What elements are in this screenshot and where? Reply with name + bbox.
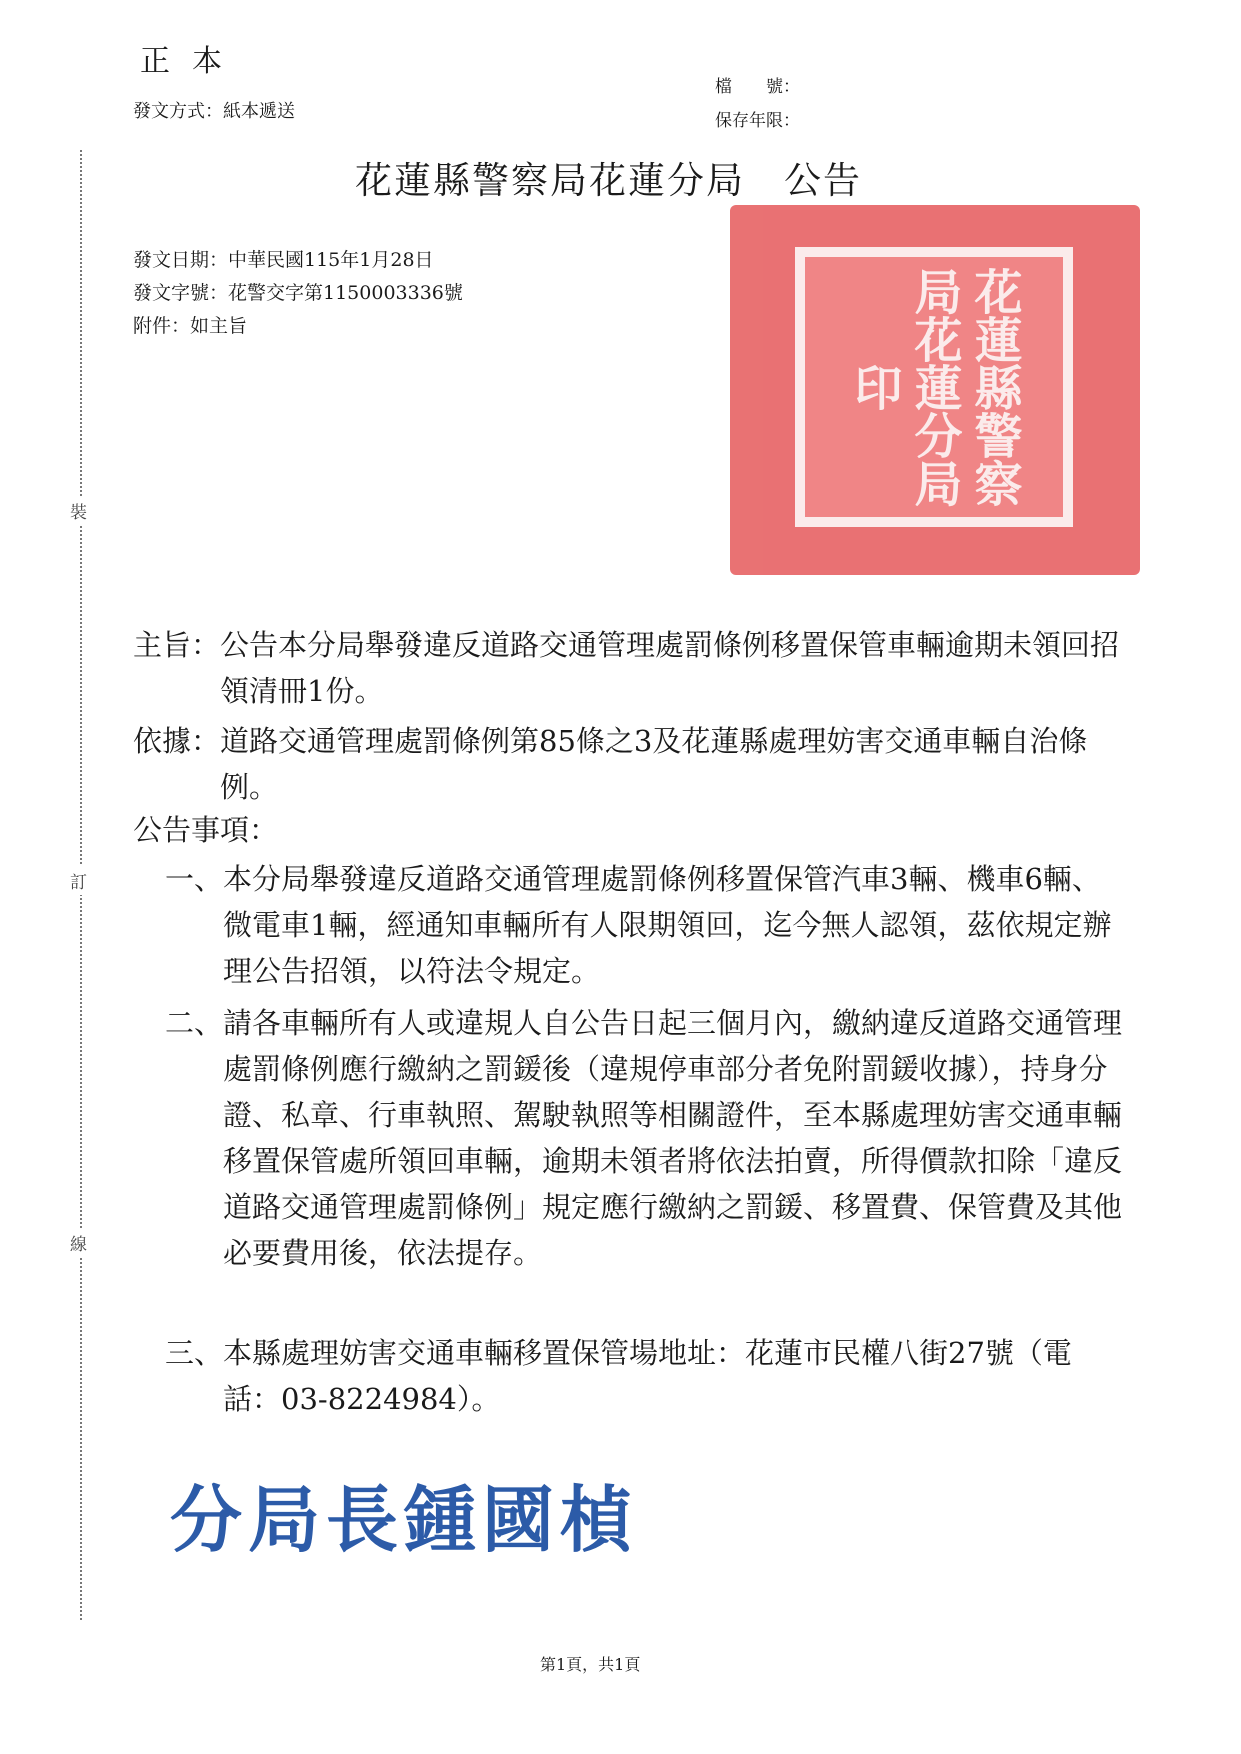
file-number-label: 檔 號： (715, 77, 800, 97)
notice-item (165, 1330, 1128, 1422)
subject-section (133, 622, 1128, 714)
notice-item (165, 856, 1128, 994)
reference-number: 發文字號：花警交字第1150003336號 (133, 282, 463, 304)
official-seal (730, 205, 1140, 575)
binding-mark-zhuang: 裝 (70, 496, 87, 525)
notice-item-text: 請各車輛所有人或違規人自公告日起三個月內，繳納違反道路交通管理處罰條例應行繳納之罰鍰後（違規停車部分者免附罰鍰收據），持身分證、私章、行車執照、駕駛執照等相關證件，至本縣處理妨害交通車輛移置保管處所領回車輛，逾期未領者將依法拍賣，所得價款扣除「違反道路交通管理處罰條例」規定應行繳納之罰鍰、移置費、保管費及其他必要費用後，依法提存。 (223, 1006, 1123, 1270)
notice-item-number: 一、 (165, 862, 224, 896)
send-method: 發文方式：紙本遞送 (133, 101, 295, 122)
notice-item-text: 本分局舉發違反道路交通管理處罰條例移置保管汽車3輛、機車6輛、微電車1輛，經通知車輛所有人限期領回，迄今無人認領，茲依規定辦理公告招領，以符法令規定。 (223, 862, 1112, 988)
issue-date: 發文日期：中華民國115年1月28日 (133, 249, 434, 271)
director-signature-stamp: 分局長鍾國楨 (170, 1477, 639, 1562)
binding-mark-xian: 線 (70, 1228, 87, 1257)
retention-period-label: 保存年限： (715, 111, 800, 131)
notice-item-text: 本縣處理妨害交通車輛移置保管場地址：花蓮市民權八街27號（電話：03-8224984）。 (223, 1336, 1072, 1416)
subject-text: 公告本分局舉發違反道路交通管理處罰條例移置保管車輛逾期未領回招領清冊1份。 (220, 628, 1120, 708)
seal-inner-frame (795, 247, 1073, 527)
basis-section (133, 718, 1128, 810)
page-number: 第1頁，共1頁 (540, 1655, 641, 1674)
document-copy-type: 正本 (140, 44, 244, 79)
basis-label: 依據： (133, 724, 221, 758)
attachment: 附件：如主旨 (133, 315, 248, 337)
notice-item-number: 三、 (165, 1336, 224, 1370)
binding-mark-ding: 訂 (70, 866, 87, 895)
seal-text: 花蓮縣警察局花蓮分局印 (846, 267, 1022, 507)
subject-label: 主旨： (133, 628, 221, 662)
notice-item-number: 二、 (165, 1006, 224, 1040)
notice-heading: 公告事項： (133, 813, 279, 847)
notice-item (165, 1000, 1128, 1276)
page-title: 花蓮縣警察局花蓮分局 公告 (355, 159, 862, 202)
basis-text: 道路交通管理處罰條例第85條之3及花蓮縣處理妨害交通車輛自治條例。 (220, 724, 1088, 804)
